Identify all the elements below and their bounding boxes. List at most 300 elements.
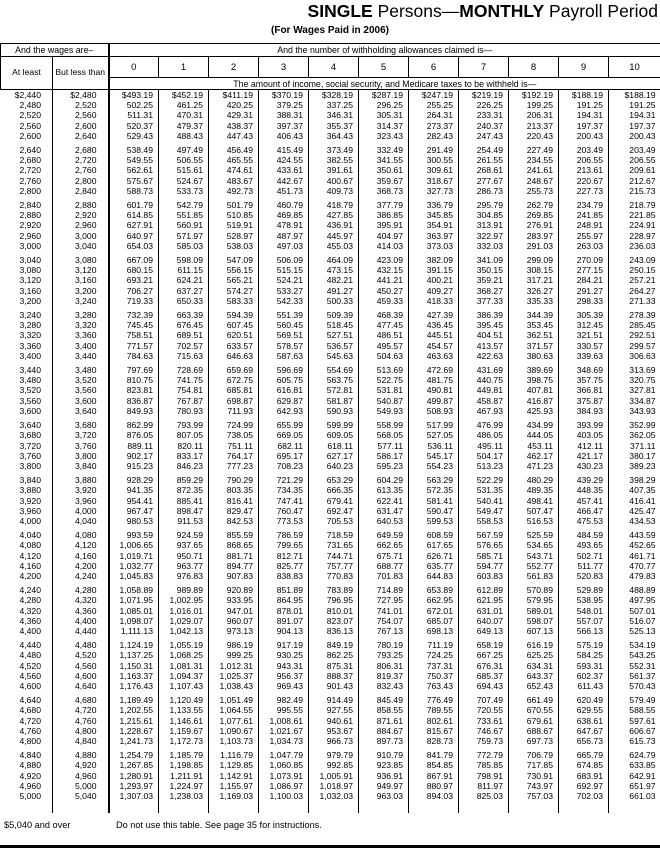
tax-amount: 1,021.67 <box>259 726 309 736</box>
tax-amount: 498.41 <box>509 496 559 506</box>
tax-amount: 724.99 <box>209 420 259 430</box>
tax-amount: 675.71 <box>359 551 409 561</box>
tax-amount: $188.19 <box>609 90 660 101</box>
tax-amount: 491.27 <box>309 286 359 296</box>
tax-amount: 707.49 <box>459 695 509 705</box>
tax-amount: 607.13 <box>509 626 559 636</box>
table-row <box>1 716 660 726</box>
tax-amount: 430.23 <box>559 461 609 471</box>
tax-amount: 649.59 <box>359 530 409 540</box>
tax-amount: 731.65 <box>309 540 359 550</box>
tax-amount: 594.77 <box>459 561 509 571</box>
table-row <box>1 726 660 736</box>
tax-amount: 493.65 <box>559 540 609 550</box>
tax-amount: 757.77 <box>309 561 359 571</box>
tax-amount: 327.81 <box>609 385 660 395</box>
table-row <box>1 220 660 230</box>
tax-amount: 917.19 <box>259 640 309 650</box>
tax-amount: 536.11 <box>409 441 459 451</box>
table-row <box>1 551 660 561</box>
tax-amount: 604.29 <box>359 475 409 485</box>
tax-amount: 836.87 <box>109 396 159 406</box>
wage-but-less: 3,360 <box>53 330 109 340</box>
tax-amount: 456.49 <box>209 145 259 155</box>
tax-amount: 754.81 <box>159 385 209 395</box>
table-row <box>1 310 660 320</box>
tax-amount: 1,038.43 <box>209 681 259 691</box>
wage-but-less: 3,120 <box>53 265 109 275</box>
tax-amount: 924.59 <box>159 530 209 540</box>
tax-amount: 398.29 <box>609 475 660 485</box>
tax-amount: 250.15 <box>609 265 660 275</box>
wage-but-less: 3,640 <box>53 406 109 416</box>
tax-amount: 823.07 <box>309 616 359 626</box>
tax-amount: 1,133.55 <box>159 705 209 715</box>
tax-amount: 744.71 <box>309 551 359 561</box>
tax-amount: 642.93 <box>259 406 309 416</box>
tax-amount: 1,159.67 <box>159 726 209 736</box>
tax-amount: 661.03 <box>609 791 660 801</box>
tax-amount: 471.23 <box>509 461 559 471</box>
tax-amount: 1,077.61 <box>209 716 259 726</box>
tax-amount: 667.09 <box>109 255 159 265</box>
tax-amount: 286.73 <box>459 186 509 196</box>
tax-amount: 547.09 <box>209 255 259 265</box>
tax-amount: 354.91 <box>409 220 459 230</box>
tax-amount: 714.89 <box>359 585 409 595</box>
tax-amount: 1,100.03 <box>259 791 309 801</box>
wage-but-less: 3,600 <box>53 396 109 406</box>
tax-amount: 770.83 <box>309 571 359 581</box>
wage-but-less: 3,840 <box>53 461 109 471</box>
tax-amount: 511.31 <box>109 110 159 120</box>
tax-amount: 585.71 <box>459 551 509 561</box>
tax-amount: 529.43 <box>109 131 159 141</box>
tax-amount: 1,032.03 <box>309 791 359 801</box>
wage-at-least: 2,760 <box>19 175 41 186</box>
tax-amount: 524.21 <box>259 275 309 285</box>
tax-amount: 326.27 <box>509 286 559 296</box>
tax-amount: 403.05 <box>559 430 609 440</box>
tax-amount: 568.05 <box>359 430 409 440</box>
tax-amount: 772.79 <box>459 750 509 760</box>
tax-amount: 583.33 <box>209 296 259 306</box>
tax-amount: 927.55 <box>309 705 359 715</box>
tax-amount: 561.83 <box>509 571 559 581</box>
tax-amount: 940.61 <box>309 716 359 726</box>
tax-amount: 812.71 <box>259 551 309 561</box>
tax-amount: 389.23 <box>609 461 660 471</box>
table-header <box>1 44 660 90</box>
table-row <box>1 650 660 660</box>
tax-amount: 1,058.89 <box>109 585 159 595</box>
tax-amount: 654.03 <box>109 241 159 251</box>
tax-amount: 373.03 <box>409 241 459 251</box>
tax-amount: 941.35 <box>109 485 159 495</box>
wage-at-least: 3,520 <box>19 385 41 396</box>
table-row <box>1 286 660 296</box>
tax-amount: 418.79 <box>309 200 359 210</box>
tax-amount: 711.93 <box>209 406 259 416</box>
tax-amount: 816.41 <box>209 496 259 506</box>
tax-amount: 708.23 <box>259 461 309 471</box>
wage-at-least: 3,720 <box>19 440 41 451</box>
tax-amount: 377.79 <box>359 200 409 210</box>
tax-amount: 209.61 <box>609 165 660 175</box>
tax-amount: 625.25 <box>509 650 559 660</box>
wage-at-least: 4,040 <box>19 530 41 541</box>
tax-amount: 995.55 <box>259 705 309 715</box>
tax-amount: 269.85 <box>509 210 559 220</box>
tax-amount: 733.61 <box>459 716 509 726</box>
table-row <box>1 296 660 306</box>
tax-amount: 855.59 <box>209 530 259 540</box>
wage-but-less: 4,360 <box>53 606 109 616</box>
tax-amount: 884.67 <box>359 726 409 736</box>
tax-amount: 298.33 <box>559 296 609 306</box>
tax-amount: 551.85 <box>159 210 209 220</box>
tax-amount: 1,176.43 <box>109 681 159 691</box>
wage-at-least: 4,680 <box>19 705 41 716</box>
tax-amount: 218.79 <box>609 200 660 210</box>
tax-amount: 702.57 <box>159 341 209 351</box>
allowance-col-header-0: 0 <box>109 57 159 78</box>
tax-amount: 511.77 <box>559 561 609 571</box>
wage-at-least: 4,280 <box>19 595 41 606</box>
tax-amount: 443.59 <box>609 530 660 540</box>
tax-amount: 380.17 <box>609 451 660 461</box>
tax-amount: 1,185.79 <box>159 750 209 760</box>
tax-amount: 375.87 <box>559 396 609 406</box>
tax-amount: 810.01 <box>309 606 359 616</box>
tax-amount: 278.39 <box>609 310 660 320</box>
wage-but-less: 2,840 <box>53 186 109 196</box>
wage-but-less: 4,560 <box>53 661 109 671</box>
tax-amount: $411.19 <box>209 90 259 101</box>
tax-amount: 292.51 <box>609 330 660 340</box>
table-row <box>1 695 660 705</box>
tax-amount: 1,293.97 <box>109 781 159 791</box>
table-row <box>1 275 660 285</box>
tax-amount: 579.95 <box>509 595 559 605</box>
tax-amount: 576.65 <box>459 540 509 550</box>
tax-amount: 659.69 <box>209 365 259 375</box>
tax-amount: 445.97 <box>309 231 359 241</box>
tax-amount: 362.51 <box>509 330 559 340</box>
table-row <box>1 241 660 251</box>
tax-amount: $219.19 <box>459 90 509 101</box>
tax-amount: 1,098.07 <box>109 616 159 626</box>
tax-amount: 662.65 <box>359 540 409 550</box>
tax-amount: 409.27 <box>409 286 459 296</box>
tax-amount: 506.09 <box>259 255 309 265</box>
table-row <box>1 616 660 626</box>
tax-amount: 897.73 <box>359 736 409 746</box>
tax-amount: 513.69 <box>359 365 409 375</box>
tax-amount: 763.43 <box>409 681 459 691</box>
tax-amount: 746.67 <box>459 726 509 736</box>
tax-amount: 728.69 <box>159 365 209 375</box>
tax-amount: 462.17 <box>509 451 559 461</box>
table-row <box>1 516 660 526</box>
tax-amount: 1,198.85 <box>159 760 209 770</box>
wage-but-less: 3,960 <box>53 496 109 506</box>
tax-amount: 489.35 <box>509 485 559 495</box>
tax-amount: 581.41 <box>409 496 459 506</box>
tax-amount: 589.01 <box>509 606 559 616</box>
wage-at-least: 4,160 <box>19 560 41 571</box>
tax-amount: 470.77 <box>609 561 660 571</box>
wage-but-less: 4,680 <box>53 695 109 705</box>
tax-amount: 398.75 <box>509 375 559 385</box>
tax-amount: 1,086.97 <box>259 781 309 791</box>
tax-amount: 1,073.91 <box>259 771 309 781</box>
tax-amount: 501.79 <box>209 200 259 210</box>
wage-at-least: 3,320 <box>19 330 41 341</box>
tax-amount: 606.67 <box>609 726 660 736</box>
tax-amount: 1,111.13 <box>109 626 159 636</box>
tax-amount: 743.97 <box>509 781 559 791</box>
tax-amount: 343.93 <box>609 406 660 416</box>
table-row <box>1 585 660 595</box>
tax-amount: 552.31 <box>609 661 660 671</box>
tax-amount: 474.61 <box>209 165 259 175</box>
tax-amount: 386.85 <box>359 210 409 220</box>
tax-amount: 611.15 <box>159 265 209 275</box>
tax-amount: 391.61 <box>309 165 359 175</box>
tax-amount: 357.75 <box>559 375 609 385</box>
wage-but-less: 4,880 <box>53 750 109 760</box>
tax-amount: 1,267.85 <box>109 760 159 770</box>
tax-amount: 472.69 <box>409 365 459 375</box>
tax-amount: 516.53 <box>509 516 559 526</box>
wage-at-least: 3,840 <box>19 475 41 486</box>
tax-amount: 757.03 <box>509 791 559 801</box>
tax-amount: 295.79 <box>459 200 509 210</box>
tax-amount: 780.93 <box>159 406 209 416</box>
wage-but-less: 4,640 <box>53 681 109 691</box>
tax-amount: 558.53 <box>459 516 509 526</box>
tax-amount: 590.93 <box>309 406 359 416</box>
tax-amount: 371.11 <box>609 441 660 451</box>
tax-amount: 602.37 <box>559 671 609 681</box>
wage-at-least: 4,120 <box>19 550 41 561</box>
tax-amount: 453.11 <box>509 441 559 451</box>
tax-amount: 1,172.73 <box>159 736 209 746</box>
tax-amount: 624.79 <box>609 750 660 760</box>
table-row <box>1 210 660 220</box>
tax-amount: 858.55 <box>359 705 409 715</box>
tax-amount: 587.63 <box>259 351 309 361</box>
tax-amount: 621.95 <box>459 595 509 605</box>
tax-amount: 862.25 <box>309 650 359 660</box>
tax-amount: 992.85 <box>309 760 359 770</box>
tax-amount: 1,025.37 <box>209 671 259 681</box>
tax-amount: 388.31 <box>259 110 309 120</box>
tax-amount: 797.69 <box>109 365 159 375</box>
tax-amount: 538.03 <box>209 241 259 251</box>
tax-amount: 646.63 <box>209 351 259 361</box>
wage-at-least: 2,720 <box>19 165 41 176</box>
wage-at-least: 3,360 <box>19 340 41 351</box>
tax-amount: 967.47 <box>109 506 159 516</box>
tax-amount: 248.91 <box>559 220 609 230</box>
tax-amount: 698.13 <box>409 626 459 636</box>
tax-amount: 414.03 <box>359 241 409 251</box>
tax-amount: 468.39 <box>359 310 409 320</box>
tax-amount: 936.91 <box>359 771 409 781</box>
tax-amount: 836.13 <box>309 626 359 636</box>
tax-amount: $188.19 <box>559 90 609 101</box>
tax-amount: 352.99 <box>609 420 660 430</box>
tax-amount: 969.43 <box>259 681 309 691</box>
tax-amount: 601.79 <box>109 200 159 210</box>
table-row <box>1 186 660 196</box>
tax-amount: 442.67 <box>259 176 309 186</box>
table-row <box>1 430 660 440</box>
tax-amount: 320.75 <box>609 375 660 385</box>
tax-amount: 629.87 <box>259 396 309 406</box>
wage-but-less: 5,000 <box>53 781 109 791</box>
allowance-col-header-3: 3 <box>259 57 309 78</box>
table-row <box>1 320 660 330</box>
tax-amount: 947.01 <box>209 606 259 616</box>
tax-amount: 647.67 <box>559 726 609 736</box>
tax-amount: 999.25 <box>209 650 259 660</box>
tax-amount: 777.23 <box>209 461 259 471</box>
tax-amount: 341.55 <box>359 155 409 165</box>
tax-amount: 527.05 <box>409 430 459 440</box>
tax-amount: 590.47 <box>409 506 459 516</box>
tax-amount: 907.83 <box>209 571 259 581</box>
table-row <box>1 441 660 451</box>
tax-amount: 263.03 <box>559 241 609 251</box>
tax-amount: 327.73 <box>409 186 459 196</box>
tax-amount: 767.13 <box>359 626 409 636</box>
tax-amount: 296.25 <box>359 100 409 110</box>
tax-amount: 236.03 <box>609 241 660 251</box>
tax-amount: 715.63 <box>159 351 209 361</box>
tax-amount: 314.37 <box>359 121 409 131</box>
wage-but-less: 4,080 <box>53 530 109 540</box>
tax-amount: 459.33 <box>359 296 409 306</box>
tax-amount: 786.59 <box>259 530 309 540</box>
tax-amount: 758.51 <box>109 330 159 340</box>
tax-amount: 416.87 <box>509 396 559 406</box>
tax-amount: 793.99 <box>159 420 209 430</box>
spacer-cell <box>609 801 660 813</box>
tax-amount: 247.43 <box>459 131 509 141</box>
tax-amount: 540.87 <box>359 396 409 406</box>
tax-amount: 552.77 <box>509 561 559 571</box>
tax-amount: 492.73 <box>209 186 259 196</box>
tax-amount: 666.35 <box>309 485 359 495</box>
tax-amount: 433.61 <box>259 165 309 175</box>
at-least-header: At least <box>1 57 53 90</box>
tax-amount: 683.91 <box>559 771 609 781</box>
tax-amount: 355.37 <box>309 121 359 131</box>
wage-at-least: 3,880 <box>19 485 41 496</box>
allowance-col-header-7: 7 <box>459 57 509 78</box>
tax-amount: 597.61 <box>609 716 660 726</box>
tax-amount: 685.37 <box>459 671 509 681</box>
tax-amount: 737.31 <box>409 661 459 671</box>
wage-at-least: 3,960 <box>19 505 41 516</box>
wage-but-less: 3,560 <box>53 385 109 395</box>
wage-but-less: 2,760 <box>53 165 109 175</box>
tax-amount: 424.55 <box>259 155 309 165</box>
tax-amount: 479.37 <box>159 121 209 131</box>
table-row <box>1 406 660 416</box>
tax-amount: 429.31 <box>209 110 259 120</box>
tax-amount: 197.37 <box>559 121 609 131</box>
tax-amount: 868.65 <box>209 540 259 550</box>
table-row <box>1 451 660 461</box>
tax-amount: 842.53 <box>209 516 259 526</box>
wage-at-least: 3,040 <box>19 255 41 266</box>
spacer-cell <box>209 801 259 813</box>
tax-amount: 525.13 <box>609 626 660 636</box>
tax-amount: 191.25 <box>609 100 660 110</box>
table-row <box>1 781 660 791</box>
tax-amount: 488.89 <box>609 585 660 595</box>
tax-amount: 495.11 <box>459 441 509 451</box>
tax-amount: 241.61 <box>509 165 559 175</box>
wage-at-least: 3,240 <box>19 310 41 321</box>
tax-amount: 881.71 <box>209 551 259 561</box>
tax-amount: 215.73 <box>609 186 660 196</box>
tax-amount: 1,016.01 <box>159 606 209 616</box>
tax-amount: 528.97 <box>209 231 259 241</box>
wage-but-less: 3,080 <box>53 255 109 265</box>
wage-at-least: 2,560 <box>19 120 41 131</box>
tax-amount: $370.19 <box>259 90 309 101</box>
tax-amount: 517.99 <box>409 420 459 430</box>
wage-at-least: 4,240 <box>19 585 41 596</box>
tax-amount: $328.19 <box>309 90 359 101</box>
table-row <box>1 131 660 141</box>
tax-amount: 499.87 <box>409 396 459 406</box>
wage-at-least: $2,440 <box>14 90 41 100</box>
tax-amount: 533.27 <box>259 286 309 296</box>
tax-amount: 484.59 <box>559 530 609 540</box>
wage-at-least: 4,360 <box>19 615 41 626</box>
allowances-claimed-header: And the number of withholding allowances claimed is— <box>109 44 660 57</box>
tax-amount: 1,107.43 <box>159 681 209 691</box>
tax-amount: 212.67 <box>609 176 660 186</box>
tax-amount: 262.79 <box>509 200 559 210</box>
wage-at-least: 3,280 <box>19 320 41 331</box>
tax-amount: 332.03 <box>459 241 509 251</box>
table-row <box>1 396 660 406</box>
wage-at-least: 3,000 <box>19 240 41 251</box>
table-row <box>1 475 660 485</box>
tax-amount: 1,051.49 <box>209 695 259 705</box>
tax-amount: 741.75 <box>159 375 209 385</box>
tax-amount: 538.95 <box>559 595 609 605</box>
tax-amount: 508.93 <box>409 406 459 416</box>
tax-amount: 633.57 <box>209 341 259 351</box>
wage-but-less: 4,520 <box>53 650 109 660</box>
tax-amount: 747.41 <box>259 496 309 506</box>
tax-amount: 979.79 <box>309 750 359 760</box>
tax-amount: 543.71 <box>509 551 559 561</box>
spacer-cell <box>159 801 209 813</box>
wage-but-less: 3,800 <box>53 451 109 461</box>
wage-but-less: 3,040 <box>53 241 109 251</box>
tax-amount: 423.09 <box>359 255 409 265</box>
footer-instruction: Do not use this table. See page 35 for instructions. <box>116 820 322 830</box>
